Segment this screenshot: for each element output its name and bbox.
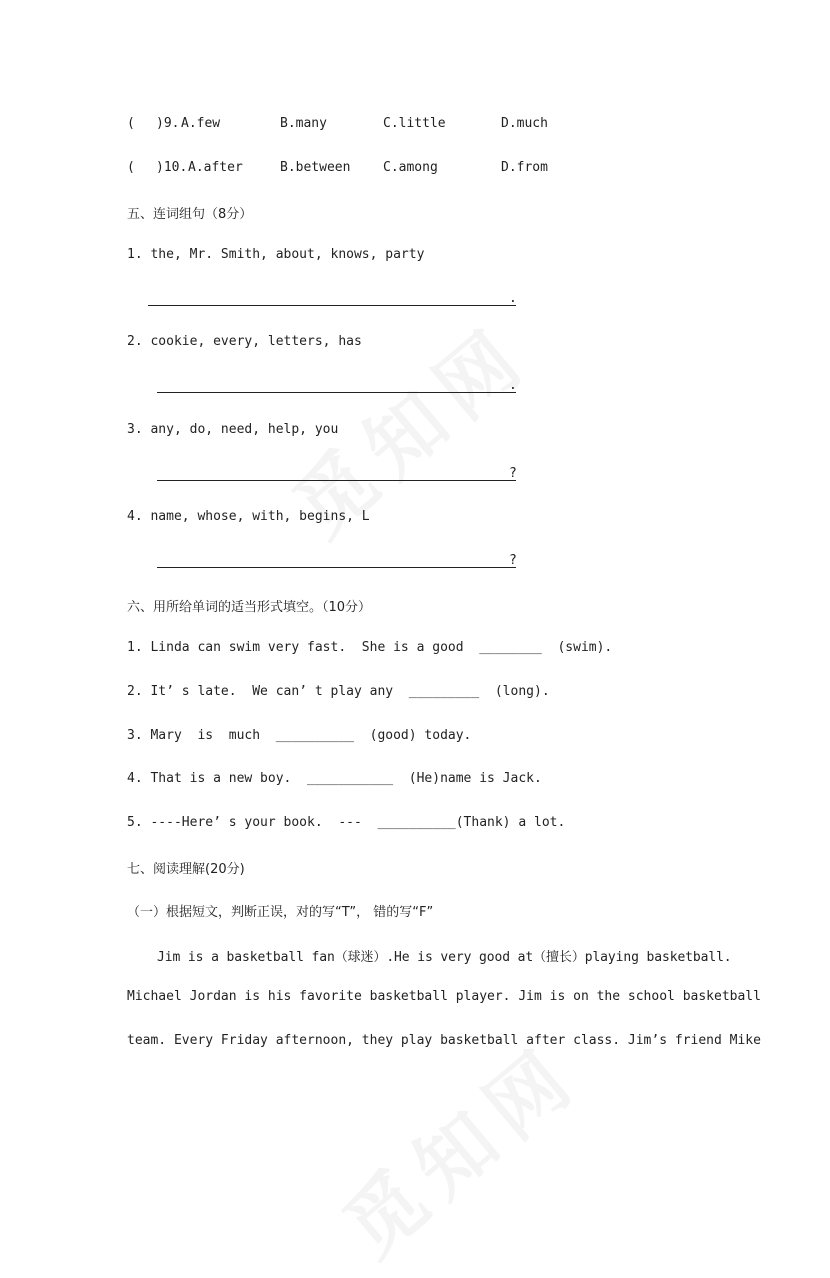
option-d: D.from (501, 160, 548, 175)
watermark (316, 1014, 599, 1277)
fill-blank-question: 2. It’ s late. We can’ t play any _________ (long). (127, 684, 550, 699)
question-line: 1. the, Mr. Smith, about, knows, party (127, 247, 425, 262)
option-c: C.among (383, 160, 438, 175)
answer-line[interactable] (157, 567, 516, 568)
answer-line[interactable] (148, 305, 516, 306)
section-title: 六、用所给单词的适当形式填空。（10分） (127, 600, 372, 615)
section-title: 七、阅读理解(20分) (127, 862, 245, 877)
reading-passage-line: team. Every Friday afternoon, they play basketball after class. Jim’s friend Mike (127, 1033, 761, 1048)
option-d: D.much (501, 116, 548, 131)
question-number: )9. (156, 116, 180, 131)
answer-line[interactable] (157, 392, 516, 393)
section-title: 五、连词组句（8分） (127, 207, 253, 222)
answer-paren: ( (127, 160, 135, 175)
question-line: 3. any, do, need, help, you (127, 422, 339, 437)
option-b: B.many (280, 116, 327, 131)
question-line: 4. name, whose, with, begins, L (127, 509, 370, 524)
option-c: C.little (383, 116, 446, 131)
end-punctuation: ? (509, 466, 517, 481)
end-punctuation: ? (509, 553, 517, 568)
fill-blank-question: 5. ----Here’ s your book. --- __________(Thank) a lot. (127, 815, 566, 830)
option-a: A.after (188, 160, 243, 175)
reading-passage-line: Jim is a basketball fan（球迷）.He is very good at（擅长）playing basketball. (157, 950, 732, 965)
option-b: B.between (280, 160, 351, 175)
subsection-title: （一）根据短文，判断正误，对的写“T”， 错的写“F” (127, 905, 434, 920)
fill-blank-question: 3. Mary is much __________ (good) today. (127, 728, 472, 743)
answer-line[interactable] (157, 480, 516, 481)
question-number: )10. (156, 160, 188, 175)
reading-passage-line: Michael Jordan is his favorite basketball player. Jim is on the school basketball (127, 989, 761, 1004)
question-line: 2. cookie, every, letters, has (127, 334, 362, 349)
end-punctuation: . (509, 291, 517, 306)
fill-blank-question: 4. That is a new boy. ___________ (He)name is Jack. (127, 771, 542, 786)
option-a: A.few (181, 116, 221, 131)
end-punctuation: . (509, 378, 517, 393)
fill-blank-question: 1. Linda can swim very fast. She is a good ________ (swim). (127, 640, 613, 655)
answer-paren: ( (127, 116, 135, 131)
